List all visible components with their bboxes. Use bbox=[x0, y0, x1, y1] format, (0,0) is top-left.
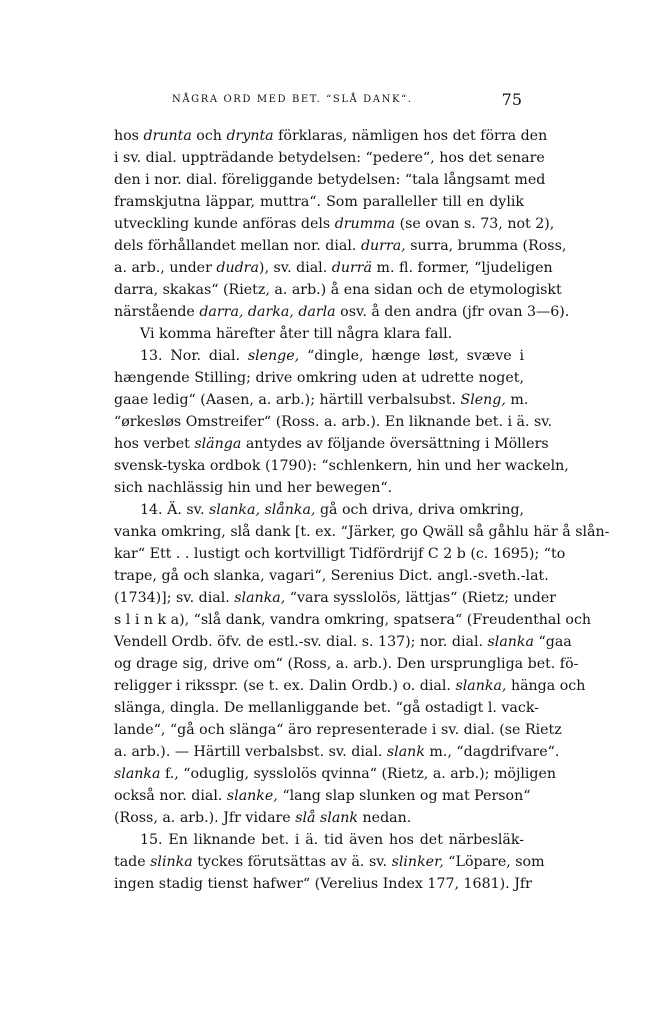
italic-term: slanka, slånka, bbox=[208, 502, 316, 518]
text-run: kar“ Ett . . lustigt och kortvilligt Tidfördrijf C 2 b (c. 1695); “to bbox=[114, 546, 566, 562]
text-run: surra, brumma (Ross, bbox=[405, 238, 567, 254]
text-run: närstående bbox=[114, 304, 200, 320]
text-run: nedan. bbox=[358, 810, 412, 826]
text-line bbox=[114, 587, 557, 609]
text-run: också nor. dial. bbox=[114, 788, 227, 804]
text-line bbox=[114, 367, 524, 389]
text-run: gaae ledig“ (Aasen, a. arb.); härtill verbalsubst. bbox=[114, 392, 461, 408]
text-line bbox=[114, 235, 567, 257]
italic-term: slanka, bbox=[455, 678, 507, 694]
page-number: 75 bbox=[501, 90, 522, 109]
text-run: tyckes förutsättas av ä. sv. bbox=[192, 854, 392, 870]
text-line bbox=[114, 147, 545, 169]
italic-term: drunta bbox=[143, 128, 192, 144]
text-line bbox=[114, 829, 524, 851]
text-line bbox=[114, 257, 553, 279]
text-line bbox=[114, 191, 524, 213]
text-line bbox=[114, 301, 570, 323]
text-line bbox=[114, 411, 553, 433]
text-line bbox=[114, 521, 610, 543]
text-line bbox=[114, 807, 524, 829]
text-line bbox=[114, 345, 524, 367]
text-line bbox=[114, 785, 531, 807]
text-run: 13. Nor. dial. bbox=[140, 348, 248, 364]
italic-term: slanka bbox=[114, 766, 161, 782]
text-line bbox=[114, 741, 560, 763]
text-line bbox=[114, 609, 592, 631]
text-run: vanka omkring, slå dank [t. ex. “Järker, go Qwäll så gåhlu här å slån- bbox=[114, 524, 610, 540]
text-run: i sv. dial. uppträdande betydelsen: “pedere“, hos det senare bbox=[114, 150, 545, 166]
text-run: f., “oduglig, sysslolös qvinna“ (Rietz, a. arb.); möjligen bbox=[160, 766, 557, 782]
italic-term: slänga bbox=[194, 436, 242, 452]
text-run: trape, gå och slanka, vagari“, Serenius Dict. angl.-sveth.-lat. bbox=[114, 568, 549, 584]
text-run: s l i n k a), “slå dank, vandra omkring, spatsera“ (Freudenthal och bbox=[114, 612, 592, 628]
text-run: 14. Ä. sv. bbox=[140, 502, 209, 518]
text-run: osv. å den andra (jfr ovan 3—6). bbox=[335, 304, 570, 320]
text-line bbox=[114, 543, 566, 565]
text-run: “gaa bbox=[534, 634, 572, 650]
italic-term: dudra bbox=[216, 260, 259, 276]
text-run: (1734)]; sv. dial. bbox=[114, 590, 235, 606]
text-line bbox=[114, 455, 569, 477]
italic-term: slanka bbox=[487, 634, 534, 650]
text-line bbox=[114, 389, 529, 411]
text-run: 15. En liknande bet. i ä. tid även hos det närbesläk- bbox=[140, 832, 524, 848]
text-run: “vara sysslolös, lättjas“ (Rietz; under bbox=[285, 590, 557, 606]
text-run: “lang slap slunken og mat Person“ bbox=[277, 788, 531, 804]
text-line bbox=[114, 565, 549, 587]
text-line bbox=[114, 433, 549, 455]
text-run: m. bbox=[505, 392, 529, 408]
italic-term: drynta bbox=[226, 128, 274, 144]
text-run: ingen stadig tienst hafwer“ (Verelius Index 177, 1681). Jfr bbox=[114, 876, 532, 892]
text-run: a. arb.). — Härtill verbalsbst. sv. dial. bbox=[114, 744, 387, 760]
italic-term: slanka, bbox=[234, 590, 286, 606]
text-line bbox=[114, 631, 572, 653]
italic-term: slenge, bbox=[247, 348, 300, 364]
text-run: darra, skakas“ (Rietz, a. arb.) å ena sidan och de etymologiskt bbox=[114, 282, 562, 298]
text-line bbox=[114, 279, 562, 301]
italic-term: durrä bbox=[331, 260, 372, 276]
text-run: framskjutna läppar, muttra“. Som paralleller till en dylik bbox=[114, 194, 524, 210]
text-run: tade bbox=[114, 854, 151, 870]
italic-term: slå slank bbox=[295, 810, 359, 826]
text-run: Vendell Ordb. öfv. de estl.-sv. dial. s. 137); nor. dial. bbox=[114, 634, 488, 650]
italic-term: slinker, bbox=[391, 854, 444, 870]
text-run: utveckling kunde anföras dels bbox=[114, 216, 335, 232]
italic-term: durra, bbox=[360, 238, 406, 254]
text-run: og drage sig, drive om“ (Ross, a. arb.). Den ursprungliga bet. fö- bbox=[114, 656, 579, 672]
italic-term: drumma bbox=[334, 216, 396, 232]
text-line bbox=[114, 499, 524, 521]
text-run: (Ross, a. arb.). Jfr vidare bbox=[114, 810, 296, 826]
italic-term: slank bbox=[386, 744, 425, 760]
text-run: m., “dagdrifvare“. bbox=[424, 744, 560, 760]
text-run: a. arb., under bbox=[114, 260, 217, 276]
page-header bbox=[114, 90, 522, 114]
text-line bbox=[114, 675, 586, 697]
text-run: lande“, “gå och slänga“ äro representerade i sv. dial. (se Rietz bbox=[114, 722, 562, 738]
text-run: slänga, dingla. De mellanliggande bet. “gå ostadigt l. vack- bbox=[114, 700, 539, 716]
italic-term: Sleng, bbox=[460, 392, 506, 408]
text-run: m. fl. former, “ljudeligen bbox=[372, 260, 553, 276]
text-line bbox=[114, 719, 562, 741]
body-text bbox=[114, 125, 610, 895]
text-line bbox=[114, 477, 524, 499]
text-run: “dingle, hænge løst, svæve i bbox=[299, 348, 525, 364]
text-line bbox=[114, 323, 524, 345]
text-run: och bbox=[191, 128, 227, 144]
text-line bbox=[114, 169, 546, 191]
text-run: religger i riksspr. (se t. ex. Dalin Ordb.) o. dial. bbox=[114, 678, 456, 694]
text-run: hänga och bbox=[506, 678, 586, 694]
text-run: dels förhållandet mellan nor. dial. bbox=[114, 238, 361, 254]
text-line bbox=[114, 697, 539, 719]
text-run: (se ovan s. 73, not 2), bbox=[395, 216, 555, 232]
text-line bbox=[114, 125, 548, 147]
text-run: Vi komma härefter åter till några klara fall. bbox=[140, 326, 453, 342]
text-line bbox=[114, 851, 545, 873]
text-run: “ørkesløs Omstreifer“ (Ross. a. arb.). En liknande bet. i ä. sv. bbox=[114, 414, 553, 430]
text-run: svensk-tyska ordbok (1790): “schlenkern, hin und her wackeln, bbox=[114, 458, 569, 474]
text-line bbox=[114, 653, 579, 675]
text-run: “Löpare, som bbox=[443, 854, 545, 870]
text-run: hos verbet bbox=[114, 436, 195, 452]
text-run: ), sv. dial. bbox=[258, 260, 332, 276]
text-run: hængende Stilling; drive omkring uden at udrette noget, bbox=[114, 370, 524, 386]
text-run: hos bbox=[114, 128, 144, 144]
text-run: gå och driva, driva omkring, bbox=[315, 502, 525, 518]
text-line bbox=[114, 873, 532, 895]
text-run: den i nor. dial. föreliggande betydelsen: “tala långsamt med bbox=[114, 172, 546, 188]
italic-term: darra, darka, darla bbox=[199, 304, 336, 320]
text-run: antydes av följande översättning i Möllers bbox=[241, 436, 549, 452]
running-title: NÅGRA ORD MED BET. “SLÅ DANK“. bbox=[172, 94, 413, 105]
text-line bbox=[114, 763, 557, 785]
italic-term: slanke, bbox=[226, 788, 278, 804]
italic-term: slinka bbox=[150, 854, 193, 870]
text-run: förklaras, nämligen hos det förra den bbox=[273, 128, 548, 144]
text-line bbox=[114, 213, 555, 235]
text-run: sich nachlässig hin und her bewegen“. bbox=[114, 480, 393, 496]
